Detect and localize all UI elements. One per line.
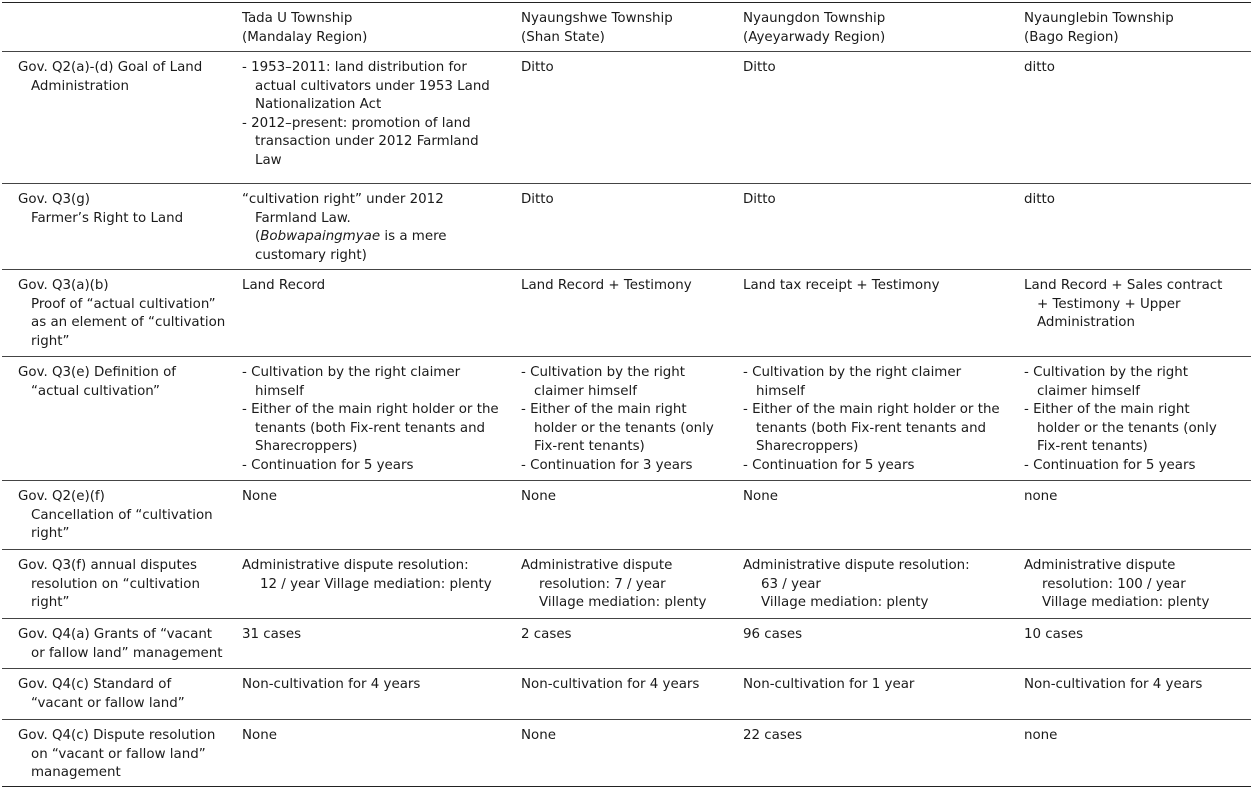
- table-cell: None: [242, 728, 277, 743]
- land-administration-table: [2, 2, 1251, 787]
- table-cell: Non-cultivation for 4 years: [242, 677, 421, 692]
- header-nyaungshwe: [517, 3, 738, 51]
- table-cell: Non-cultivation for 4 years: [1024, 677, 1203, 692]
- table-cell: None: [521, 489, 556, 504]
- table-cell: none: [1024, 489, 1058, 504]
- table-cell: 96 cases: [743, 627, 803, 642]
- table-row: [2, 619, 1251, 669]
- row-label: Gov. Q3(a)(b) Proof of “actual cultivation” as an element of “cultivation right”: [18, 278, 226, 349]
- table-row: [2, 481, 1251, 550]
- row-label: Gov. Q4(c) Standard of “vacant or fallow land”: [18, 677, 185, 711]
- table-cell: “cultivation right” under 2012 Farmland Law. (Bobwapaingmyae is a mere customary right): [242, 192, 447, 263]
- table-cell: None: [743, 489, 778, 504]
- table-row: [2, 52, 1251, 184]
- table-cell: Ditto: [521, 60, 554, 75]
- header-text: (Mandalay Region): [242, 29, 368, 45]
- row-label: Gov. Q4(c) Dispute resolution on “vacant or fallow land” management: [18, 728, 216, 781]
- table-cell: Non-cultivation for 1 year: [743, 677, 915, 692]
- table-cell: None: [242, 489, 277, 504]
- table-cell: - Cultivation by the right claimer himself - Either of the main right holder or the tenants (only Fix-rent tenants) - Continuation for 3 years: [521, 365, 714, 473]
- row-label: Gov. Q4(a) Grants of “vacant or fallow land” management: [18, 627, 223, 661]
- table-cell: - Cultivation by the right claimer himself - Either of the main right holder or the tenants (both Fix-rent tenants and Sharecroppers) - Continuation for 5 years: [743, 365, 1000, 473]
- table-row: [2, 270, 1251, 357]
- header-tada-u: [237, 3, 517, 51]
- table-cell: - Cultivation by the right claimer himself - Either of the main right holder or the tenants (both Fix-rent tenants and Sharecroppers) - Continuation for 5 years: [242, 365, 499, 473]
- table-cell: Administrative dispute resolution: 12 / year Village mediation: plenty: [242, 558, 492, 592]
- header-text: Nyaungdon Township: [743, 11, 886, 26]
- table-row: [2, 357, 1251, 481]
- table-cell: Ditto: [521, 192, 554, 207]
- table-cell: Ditto: [743, 60, 776, 75]
- row-label: Gov. Q3(g) Farmer’s Right to Land: [18, 192, 184, 226]
- header-text: (Bago Region): [1024, 29, 1119, 45]
- table-cell: Non-cultivation for 4 years: [521, 677, 700, 692]
- table-cell: none: [1024, 728, 1058, 743]
- table-cell: ditto: [1024, 192, 1055, 207]
- table-row: [2, 550, 1251, 619]
- table-cell: Land Record: [242, 278, 326, 293]
- table-cell: Land Record + Testimony: [521, 278, 692, 293]
- table-cell: Administrative dispute resolution: 100 / year Village mediation: plenty: [1024, 558, 1210, 611]
- table-cell: 31 cases: [242, 627, 302, 642]
- header-nyaungdon: [738, 3, 1019, 51]
- table-cell: None: [521, 728, 556, 743]
- header-nyaunglebin: [1019, 3, 1251, 51]
- row-label: Gov. Q3(f) annual disputes resolution on “cultivation right”: [18, 558, 200, 611]
- table-cell: Land tax receipt + Testimony: [743, 278, 940, 293]
- row-label: Gov. Q2(a)-(d) Goal of Land Administration: [18, 60, 203, 94]
- table-row: [2, 184, 1251, 270]
- row-label: Gov. Q2(e)(f) Cancellation of “cultivation right”: [18, 489, 213, 542]
- table-cell: 22 cases: [743, 728, 803, 743]
- table-cell: - Cultivation by the right claimer himself - Either of the main right holder or the tenants (only Fix-rent tenants) - Continuation for 5 years: [1024, 365, 1217, 473]
- table-cell: Administrative dispute resolution: 7 / year Village mediation: plenty: [521, 558, 707, 611]
- table-row: [2, 669, 1251, 720]
- row-label: Gov. Q3(e) Definition of “actual cultivation”: [18, 365, 176, 399]
- header-text: Nyaunglebin Township: [1024, 11, 1174, 26]
- table-cell: Land Record + Sales contract + Testimony + Upper Administration: [1024, 278, 1223, 331]
- table-header-row: [2, 3, 1251, 52]
- header-text: Tada U Township: [242, 11, 353, 26]
- table-cell: ditto: [1024, 60, 1055, 75]
- table-cell: Administrative dispute resolution: 63 / year Village mediation: plenty: [743, 558, 970, 611]
- table-cell: 10 cases: [1024, 627, 1084, 642]
- header-text: (Ayeyarwady Region): [743, 29, 886, 45]
- header-text: Nyaungshwe Township: [521, 11, 673, 26]
- table-row: [2, 720, 1251, 786]
- table-cell: 2 cases: [521, 627, 572, 642]
- table-cell: - 1953–2011: land distribution for actual cultivators under 1953 Land Nationalization Act - 2012–present: promotion of land transaction under 2012 Farmland Law: [242, 60, 490, 168]
- header-text: (Shan State): [521, 29, 605, 45]
- header-blank-cell: [2, 3, 237, 51]
- table-cell: Ditto: [743, 192, 776, 207]
